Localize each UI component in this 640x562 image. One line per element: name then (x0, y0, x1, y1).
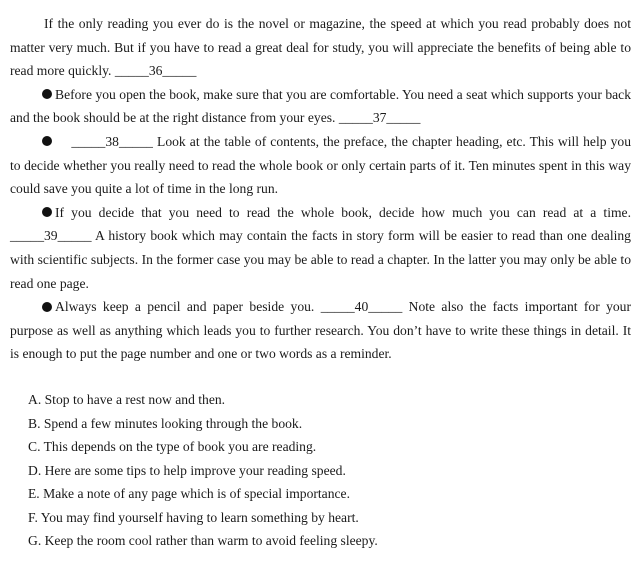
paragraph-amount-text-after: A history book which may contain the facts in story form will be easier to read than one dealing with scientific subjects. In the former case you may be able to read a chapter. In the latter you may only be able to read one page. (10, 228, 631, 291)
paragraph-intro-text: If the only reading you ever do is the novel or magazine, the speed at which you read probably does not matter very much. But if you have to read a great deal for study, you will appreciate the benefits of being able to read more quickly. (10, 16, 631, 79)
bullet-icon (42, 302, 52, 312)
paragraph-amount (10, 201, 631, 295)
blank-39: _____39_____ (10, 228, 92, 244)
paragraph-intro (10, 12, 631, 83)
option-a: A. Stop to have a rest now and then. (28, 391, 226, 407)
option-e: E. Make a note of any page which is of special importance. (28, 486, 350, 502)
bullet-icon (42, 207, 52, 217)
blank-37: _____37_____ (338, 110, 421, 126)
blank-40: _____40_____ (320, 299, 403, 315)
answer-options (10, 388, 631, 553)
bullet-icon (42, 89, 52, 99)
blank-36: _____36_____ (114, 63, 197, 79)
option-c: C. This depends on the type of book you are reading. (28, 439, 317, 455)
paragraph-contents (10, 130, 631, 201)
bullet-icon (42, 136, 52, 146)
paragraph-notes-text-after: Note also the facts important for your purpose as well as anything which leads you to further research. You don’t have to write these things in detail. It is enough to put the page number and one or two words as a reminder. (10, 299, 632, 362)
paragraph-notes (10, 295, 631, 366)
paragraph-amount-text-before: If you decide that you need to read the whole book, decide how much you can read at a time. (55, 204, 631, 220)
blank-38: _____38_____ (71, 133, 153, 149)
paragraph-notes-text-before: Always keep a pencil and paper beside you. (55, 299, 315, 315)
paragraph-comfort (10, 83, 631, 130)
option-b: B. Spend a few minutes looking through the book. (28, 415, 303, 431)
option-g: G. Keep the room cool rather than warm to avoid feeling sleepy. (28, 533, 378, 549)
option-f: F. You may find yourself having to learn something by heart. (28, 509, 359, 525)
paragraph-comfort-text: Before you open the book, make sure that you are comfortable. You need a seat which supports your back and the book should be at the right distance from your eyes. (10, 86, 631, 126)
paragraph-contents-text: Look at the table of contents, the preface, the chapter heading, etc. This will help you to decide whether you really need to read the whole book or only certain parts of it. Ten minutes spent in this way could save you quite a lot of time in the long run. (10, 133, 632, 197)
option-d: D. Here are some tips to help improve your reading speed. (28, 462, 346, 478)
